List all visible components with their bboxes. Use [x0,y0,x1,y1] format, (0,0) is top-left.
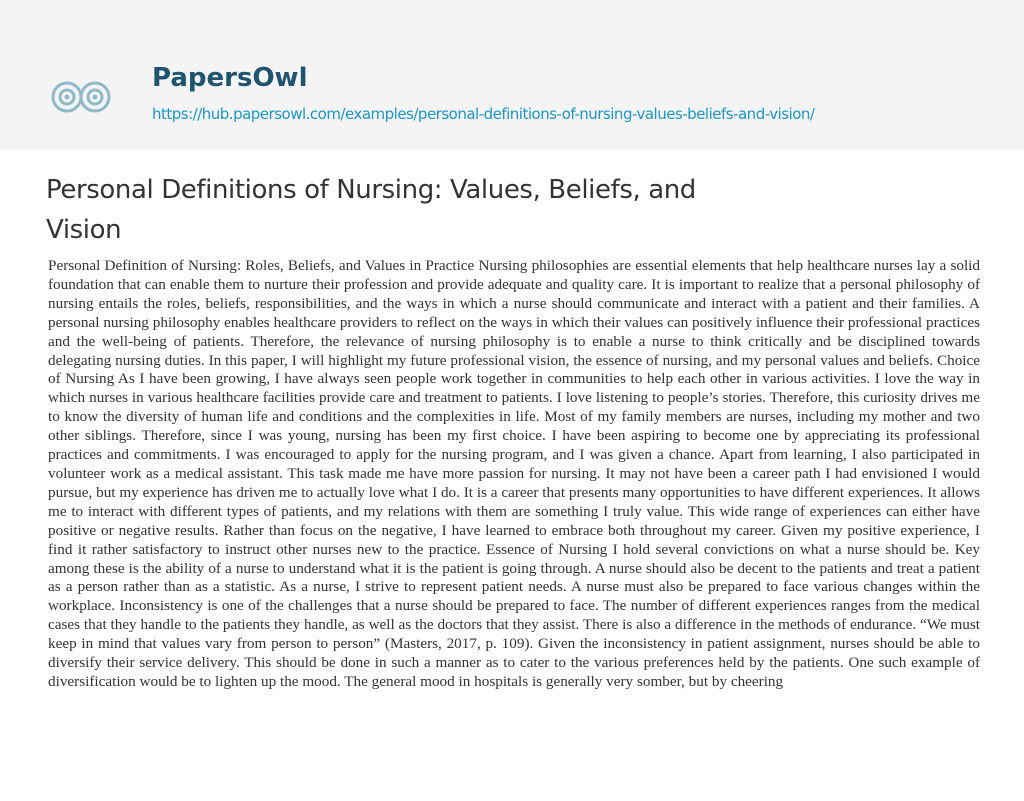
article-body: Personal Definition of Nursing: Roles, Beliefs, and Values in Practice Nursing philosophies are essential elements that help healthcare nurses lay a solid foundation that can enable them to nurture their profession and provide adequate and quality care. It is important to realize that a personal philosophy of nursing entails the roles, beliefs, responsibilities, and the ways in which a nurse should communicate and interact with a patient and their families. A personal nursing philosophy enables healthcare providers to reflect on the ways in which their values can positively influence their professional practices and the well-being of patients. Therefore, the relevance of nursing philosophy is to enable a nurse to think critically and be disciplined towards delegating nursing duties. In this paper, I will highlight my future professional vision, the essence of nursing, and my personal values and beliefs. Choice of Nursing As I have been growing, I have always seen people work together in communities to help each other in various activities. I love the way in which nurses in various healthcare facilities provide care and treatment to patients. I love listening to people’s stories. Therefore, this curiosity drives me to know the diversity of human life and conditions and the complexities in life. Most of my family members are nurses, including my mother and two other siblings. Therefore, since I was young, nursing has been my first choice. I have been aspiring to become one by appreciating its professional practices and commitments. I was encouraged to apply for the nursing program, and I was given a chance. Apart from learning, I also participated in volunteer work as a medical assistant. This task made me have more passion for nursing. It may not have been a career path I had envisioned I would pursue, but my experience has driven me to actually love what I do. It is a career that presents many opportunities to have different experiences. It allows me to interact with different types of patients, and my relations with them are something I truly value. This wide range of experiences can either have positive or negative results. Rather than focus on the negative, I have learned to embrace both throughout my career. Given my positive experience, I find it rather satisfactory to instruct other nurses new to the practice. Essence of Nursing I hold several convictions on what a nurse should be. Key among these is the ability of a nurse to understand what it is the patient is going through. A nurse should also be decent to the patients and treat a patient as a person rather than as a statistic. As a nurse, I strive to represent patient needs. A nurse must also be prepared to face various changes within the workplace. Inconsistency is one of the challenges that a nurse should be prepared to face. The number of different experiences ranges from the medical cases that they handle to the patients they handle, as well as the doctors that they assist. There is also a difference in the methods of endurance. “We must keep in mind that values vary from person to person” (Masters, 2017, p. 109). Given the inconsistency in patient assignment, nurses should be able to diversify their service delivery. This should be done in such a manner as to cater to the various preferences held by the patients. One such example of diversification would be to lighten up the mood. The general mood in hospitals is generally very somber, but by cheering [48,257,980,690]
brand-name[interactable]: PapersOwl [152,63,308,93]
header-bar [0,0,1024,150]
article-title: Personal Definitions of Nursing: Values, Beliefs, and Vision [46,175,696,245]
owl-eyes-icon [50,76,112,118]
article-url-link[interactable]: https://hub.papersowl.com/examples/personal-definitions-of-nursing-values-beliefs-and-vision/ [152,105,815,123]
